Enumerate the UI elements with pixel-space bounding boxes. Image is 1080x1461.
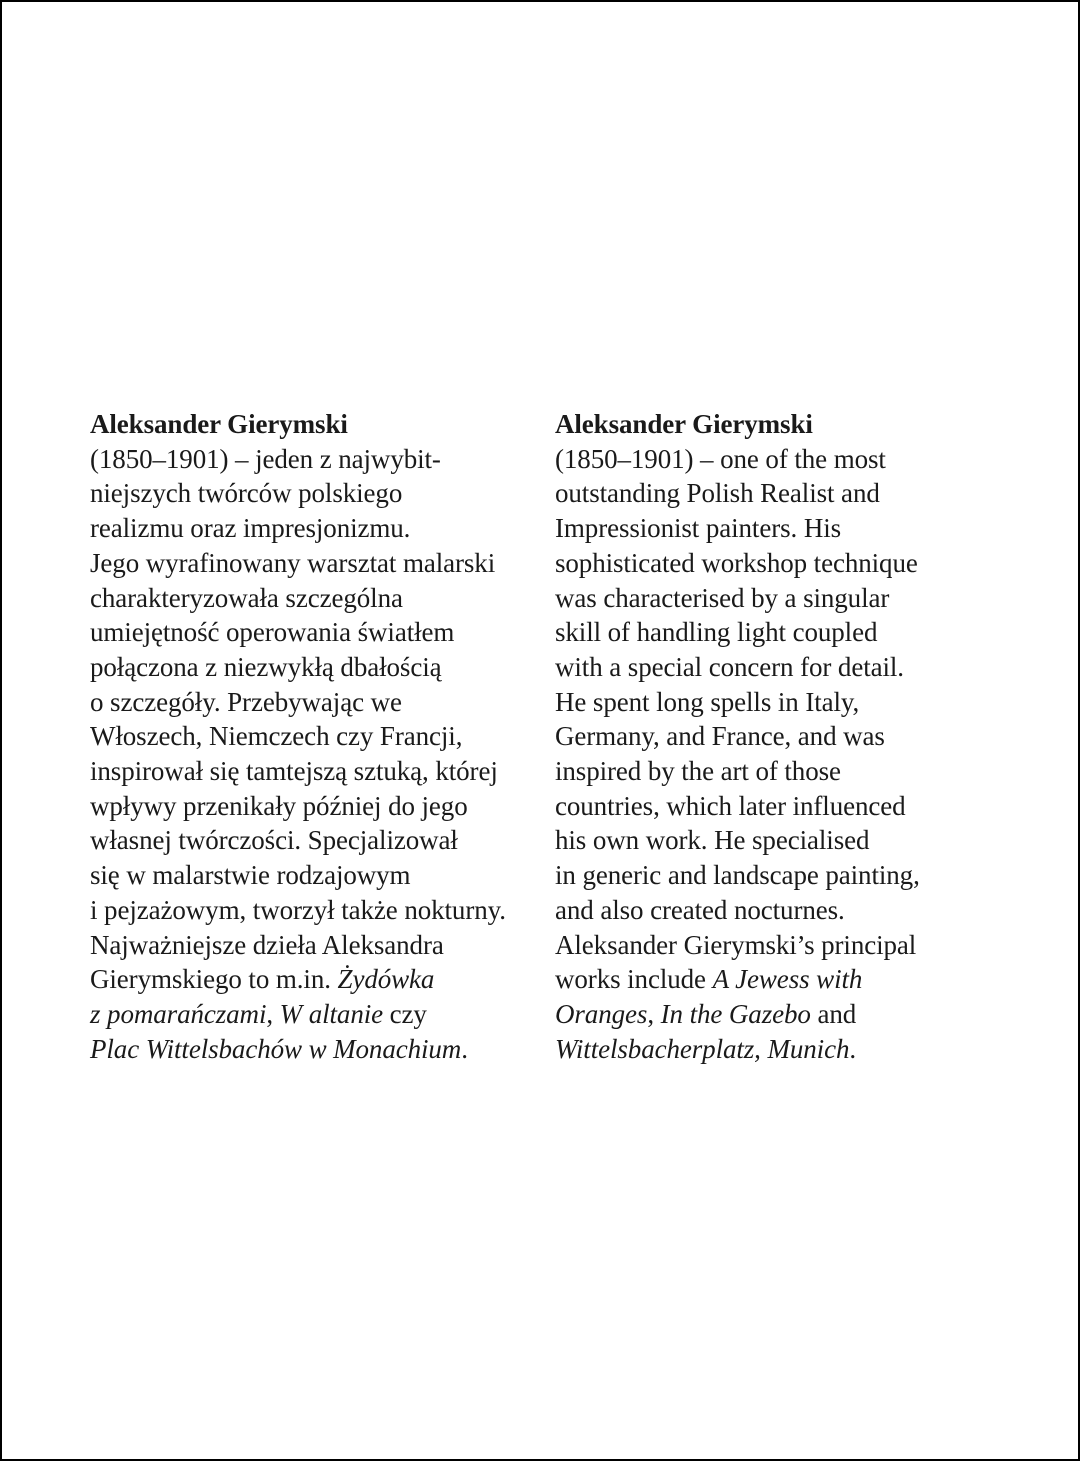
english-connector: and xyxy=(810,998,857,1029)
polish-text-line: Włoszech, Niemczech czy Francji, xyxy=(90,721,463,752)
english-works-line xyxy=(555,1032,985,1067)
english-work-title-1: A Jewess with xyxy=(712,964,863,995)
english-works-line xyxy=(555,997,985,1032)
polish-work-title-3: Plac Wittelsbachów w Monachium xyxy=(90,1033,462,1064)
english-biography-column xyxy=(555,407,985,1066)
polish-biography-column xyxy=(90,407,545,1066)
polish-text-line: realizmu oraz impresjonizmu. xyxy=(90,513,411,544)
english-text-line: his own work. He specialised xyxy=(555,825,870,856)
english-text-line: Impressionist painters. His xyxy=(555,513,842,544)
polish-text-line: połączona z niezwykłą dbałością xyxy=(90,651,442,682)
polish-text-line: inspirował się tamtejszą sztuką, której xyxy=(90,756,498,787)
english-final-period: . xyxy=(849,1033,857,1064)
polish-works-line xyxy=(90,962,545,997)
english-text-line: in generic and landscape painting, xyxy=(555,860,920,891)
english-works-line xyxy=(555,962,985,997)
english-work-title-1-cont: Oranges xyxy=(555,998,648,1029)
polish-text-line: (1850–1901) – jeden z najwybit- xyxy=(90,443,441,474)
english-works-prefix: works include xyxy=(555,964,713,995)
polish-works-line xyxy=(90,1032,545,1067)
english-comma: , xyxy=(647,998,661,1029)
polish-works-line xyxy=(90,997,545,1032)
english-text-line: inspired by the art of those xyxy=(555,756,841,787)
polish-text-line: Najważniejsze dzieła Aleksandra xyxy=(90,929,444,960)
english-text-line: with a special concern for detail. xyxy=(555,651,904,682)
english-text-line: Germany, and France, and was xyxy=(555,721,885,752)
english-text-line: outstanding Polish Realist and xyxy=(555,478,880,509)
polish-text-line: charakteryzowała szczególna xyxy=(90,582,403,613)
english-work-title-3: Wittelsbacherplatz, Munich xyxy=(555,1033,850,1064)
polish-connector: czy xyxy=(383,998,427,1029)
english-text-line: sophisticated workshop technique xyxy=(555,547,918,578)
polish-final-period: . xyxy=(461,1033,468,1064)
polish-text-line: się w malarstwie rodzajowym xyxy=(90,860,411,891)
polish-text-line: Jego wyrafinowany warsztat malarski xyxy=(90,547,496,578)
polish-work-title-2: W altanie xyxy=(279,998,384,1029)
english-work-title-2: In the Gazebo xyxy=(660,998,811,1029)
polish-text-line: niejszych twórców polskiego xyxy=(90,478,403,509)
polish-text-line: umiejętność operowania światłem xyxy=(90,617,455,648)
english-text-line: Aleksander Gierymski’s principal xyxy=(555,929,917,960)
english-text-line: was characterised by a singular xyxy=(555,582,890,613)
polish-work-title-1: Żydówka xyxy=(337,964,435,995)
english-text-line: countries, which later influenced xyxy=(555,790,906,821)
polish-text-line: o szczegóły. Przebywając we xyxy=(90,686,402,717)
english-text-line: He spent long spells in Italy, xyxy=(555,686,860,717)
polish-heading-name: Aleksander Gierymski xyxy=(90,409,348,439)
polish-text-line: własnej twórczości. Specjalizował xyxy=(90,825,458,856)
english-text-line: skill of handling light coupled xyxy=(555,617,878,648)
english-text-line: and also created nocturnes. xyxy=(555,894,845,925)
polish-work-title-1-cont: z pomarańczami xyxy=(90,998,267,1029)
english-heading-name: Aleksander Gierymski xyxy=(555,409,813,439)
polish-comma: , xyxy=(266,998,280,1029)
polish-text-line: wpływy przenikały później do jego xyxy=(90,790,468,821)
polish-works-prefix: Gierymskiego to m.in. xyxy=(90,964,338,995)
english-text-line: (1850–1901) – one of the most xyxy=(555,443,886,474)
polish-text-line: i pejzażowym, tworzył także nokturny. xyxy=(90,894,506,925)
